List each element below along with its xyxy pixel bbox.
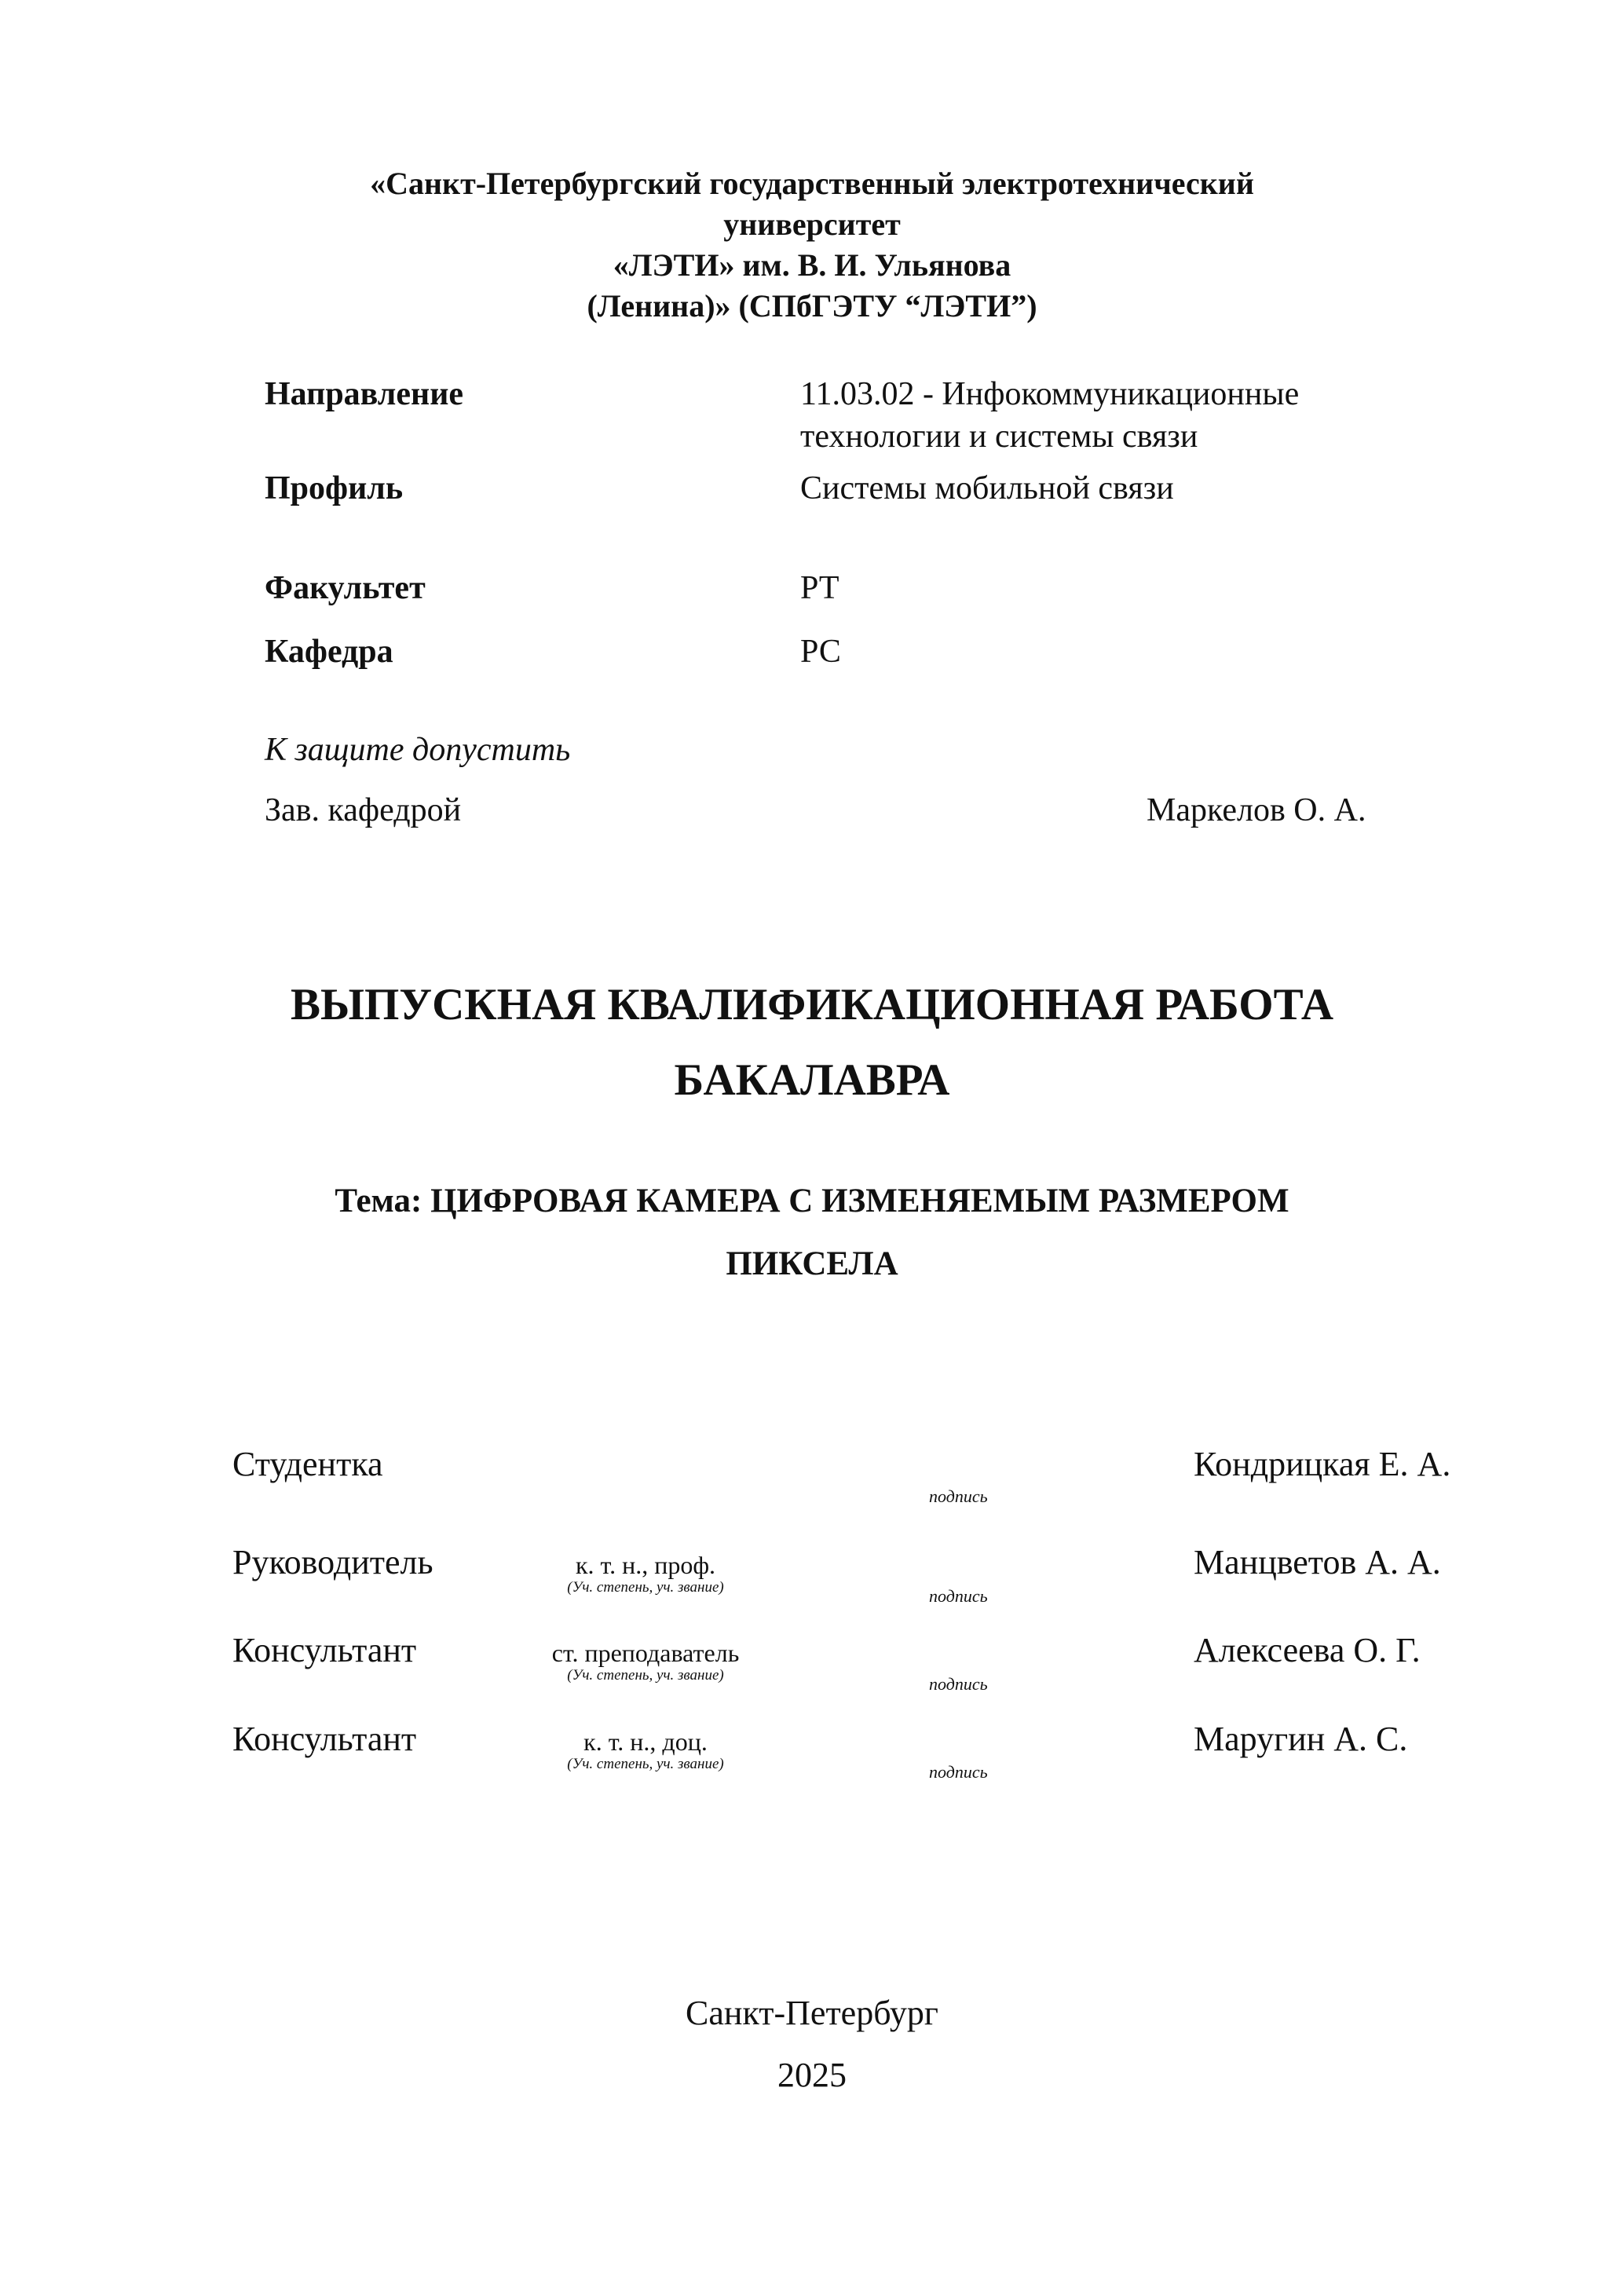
degree-value: ст. преподаватель bbox=[551, 1639, 740, 1667]
head-of-department-role: Зав. кафедрой bbox=[265, 792, 462, 828]
degree-block bbox=[481, 1551, 810, 1596]
profile-label: Профиль bbox=[265, 470, 404, 506]
signature-role-supervisor: Руководитель bbox=[232, 1543, 433, 1581]
degree-block bbox=[481, 1639, 810, 1684]
university-line: (Ленина)» (СПбГЭТУ “ЛЭТИ”) bbox=[587, 288, 1037, 324]
signature-role-student: Студентка bbox=[232, 1445, 383, 1483]
footer-city: Санкт-Петербург bbox=[686, 1994, 938, 2032]
university-line: «Санкт-Петербургский государственный электротехнический bbox=[370, 166, 1254, 201]
department-label: Кафедра bbox=[265, 634, 393, 670]
work-title-line1: ВЫПУСКНАЯ КВАЛИФИКАЦИОННАЯ РАБОТА bbox=[290, 980, 1333, 1029]
signature-role-consultant-2: Консультант bbox=[232, 1720, 417, 1758]
university-name bbox=[0, 163, 1624, 327]
university-line: университет bbox=[723, 207, 901, 242]
work-topic-line1: Тема: ЦИФРОВАЯ КАМЕРА С ИЗМЕНЯЕМЫМ РАЗМЕРОМ bbox=[335, 1183, 1289, 1219]
department-value: РС bbox=[800, 634, 841, 670]
signature-caption: подпись bbox=[929, 1674, 988, 1694]
signature-name-consultant-1: Алексеева О. Г. bbox=[1194, 1631, 1421, 1669]
signature-name-supervisor: Манцветов А. А. bbox=[1194, 1543, 1441, 1581]
signature-caption: подпись bbox=[929, 1762, 988, 1782]
admit-to-defense: К защите допустить bbox=[265, 732, 571, 768]
faculty-value: РТ bbox=[800, 570, 839, 606]
work-topic-line2: ПИКСЕЛА bbox=[726, 1245, 898, 1282]
signature-caption: подпись bbox=[929, 1586, 988, 1606]
direction-value-line1: 11.03.02 - Инфокоммуникационные bbox=[800, 376, 1300, 412]
direction-value-line2: технологии и системы связи bbox=[800, 419, 1198, 455]
footer-year: 2025 bbox=[777, 2056, 847, 2094]
signature-name-student: Кондрицкая Е. А. bbox=[1194, 1445, 1451, 1483]
degree-value: к. т. н., проф. bbox=[575, 1551, 716, 1579]
signature-name-consultant-2: Маругин А. С. bbox=[1194, 1720, 1408, 1758]
head-of-department-name: Маркелов О. А. bbox=[1147, 792, 1366, 828]
work-title-line2: БАКАЛАВРА bbox=[674, 1055, 950, 1105]
degree-caption: (Уч. степень, уч. звание) bbox=[567, 1579, 724, 1596]
degree-value: к. т. н., доц. bbox=[583, 1727, 708, 1756]
work-topic bbox=[0, 1170, 1624, 1296]
signature-caption: подпись bbox=[929, 1486, 988, 1506]
university-line: «ЛЭТИ» им. В. И. Ульянова bbox=[613, 247, 1011, 283]
signature-role-consultant-1: Консультант bbox=[232, 1631, 417, 1669]
faculty-label: Факультет bbox=[265, 570, 426, 606]
degree-caption: (Уч. степень, уч. звание) bbox=[567, 1756, 724, 1772]
degree-block bbox=[481, 1727, 810, 1773]
direction-label: Направление bbox=[265, 376, 464, 412]
degree-caption: (Уч. степень, уч. звание) bbox=[567, 1667, 724, 1684]
profile-value: Системы мобильной связи bbox=[800, 470, 1174, 506]
work-title bbox=[0, 967, 1624, 1118]
